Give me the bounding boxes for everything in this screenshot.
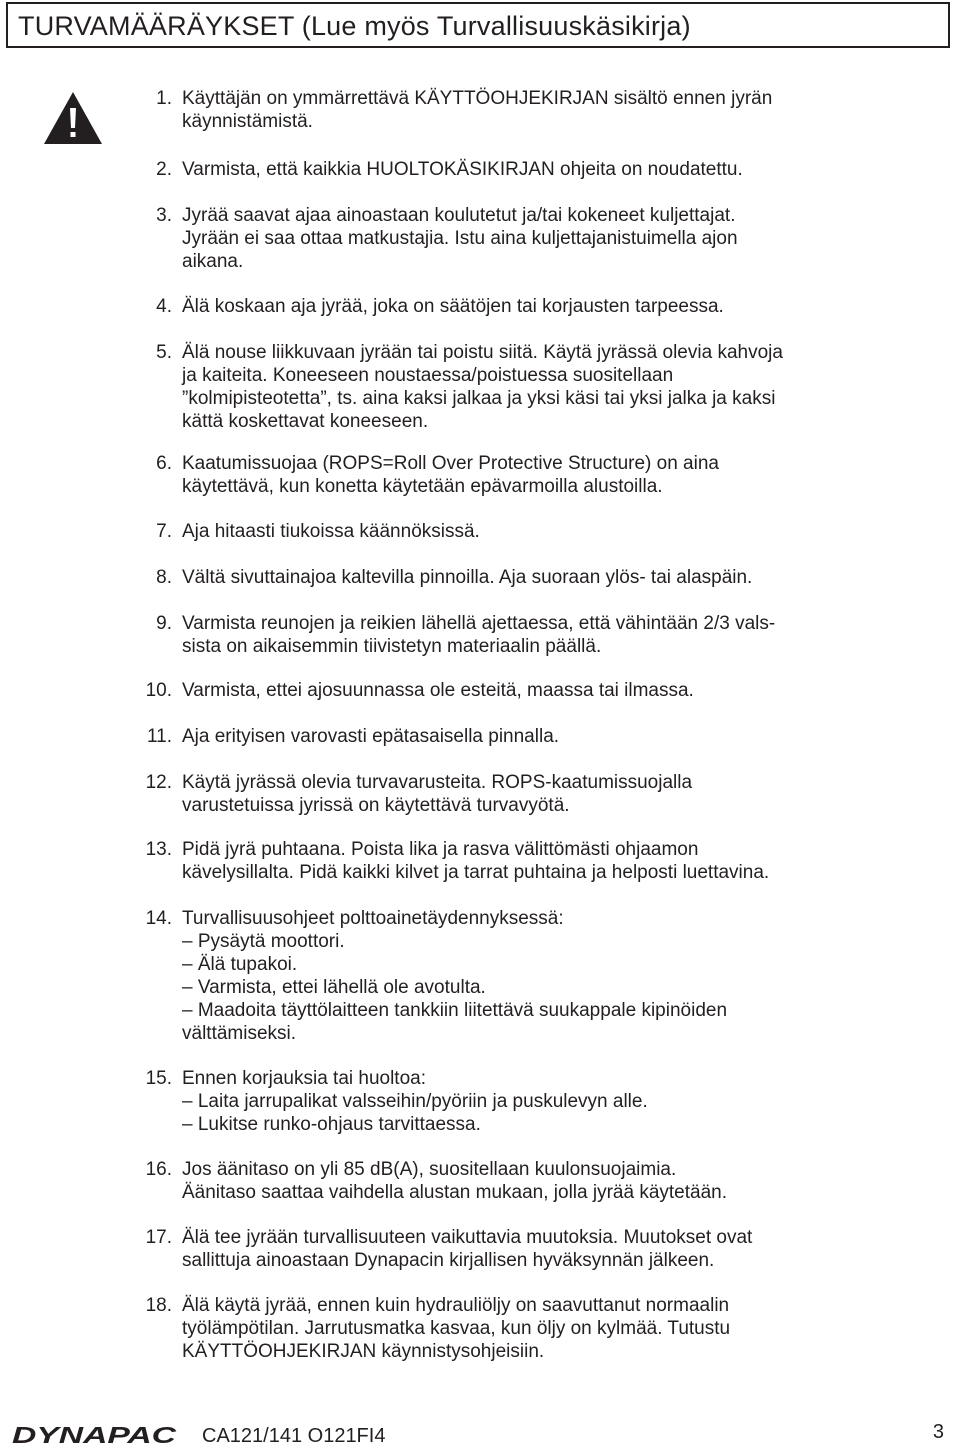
item-number: 11. bbox=[146, 726, 172, 747]
dynapac-logo bbox=[10, 1424, 178, 1446]
item-text-line: Käyttäjän on ymmärrettävä KÄYTTÖOHJEKIRJAN sisältö ennen jyrän bbox=[182, 88, 773, 109]
item-text-line: – Maadoita täyttölaitteen tankkiin liitettävä suukappale kipinöiden bbox=[182, 1000, 728, 1021]
item-text bbox=[182, 295, 922, 318]
item-number: 4. bbox=[156, 296, 172, 317]
item-number: 1. bbox=[156, 88, 172, 109]
item-text-line: kättä koskettavat koneeseen. bbox=[182, 411, 429, 432]
item-text-line: Älä tee jyrään turvallisuuteen vaikuttavia muutoksia. Muutokset ovat bbox=[182, 1227, 753, 1248]
item-number: 16. bbox=[145, 1159, 172, 1180]
item-number: 18. bbox=[145, 1295, 172, 1316]
item-text bbox=[182, 520, 922, 543]
item-text bbox=[182, 1226, 922, 1272]
item-text-line: Aja erityisen varovasti epätasaisella pinnalla. bbox=[182, 726, 560, 747]
item-number: 3. bbox=[156, 205, 172, 226]
item-text-line: Älä nouse liikkuvaan jyrään tai poistu siitä. Käytä jyrässä olevia kahvoja bbox=[182, 342, 783, 363]
item-text-line: sallittuja ainoastaan Dynapacin kirjallisen hyväksynnän jälkeen. bbox=[182, 1250, 715, 1271]
item-text bbox=[182, 1158, 922, 1204]
item-text bbox=[182, 771, 922, 817]
item-text-line: Aja hitaasti tiukoissa käännöksissä. bbox=[182, 521, 480, 542]
item-text-line: Jyrää saavat ajaa ainoastaan koulutetut ja/tai kokeneet kuljettajat. bbox=[182, 205, 736, 226]
item-text bbox=[182, 341, 922, 433]
item-text bbox=[182, 158, 922, 181]
item-text-line: käynnistämistä. bbox=[182, 111, 313, 132]
item-text bbox=[182, 679, 922, 702]
item-number: 13. bbox=[145, 839, 172, 860]
item-number: 12. bbox=[145, 772, 172, 793]
item-text-line: – Laita jarrupalikat valsseihin/pyöriin ja puskulevyn alle. bbox=[182, 1091, 648, 1112]
item-number: 15. bbox=[145, 1068, 172, 1089]
item-text-line: aikana. bbox=[182, 251, 244, 272]
item-number: 7. bbox=[156, 521, 172, 542]
item-text bbox=[182, 838, 922, 884]
item-text bbox=[182, 725, 922, 748]
item-text-line: Älä käytä jyrää, ennen kuin hydrauliöljy on saavuttanut normaalin bbox=[182, 1295, 730, 1316]
item-number: 9. bbox=[156, 613, 172, 634]
item-text-line: Vältä sivuttainajoa kaltevilla pinnoilla. Aja suoraan ylös- tai alaspäin. bbox=[182, 567, 753, 588]
item-text-line: Varmista, ettei ajosuunnassa ole esteitä, maassa tai ilmassa. bbox=[182, 680, 694, 701]
item-text-line: Varmista, että kaikkia HUOLTOKÄSIKIRJAN ohjeita on noudatettu. bbox=[182, 159, 743, 180]
item-text-line: – Varmista, ettei lähellä ole avotulta. bbox=[182, 977, 486, 998]
item-text-line: Jyrään ei saa ottaa matkustajia. Istu aina kuljettajanistuimella ajon bbox=[182, 228, 738, 249]
item-text-line: työlämpötilan. Jarrutusmatka kasvaa, kun öljy on kylmää. Tutustu bbox=[182, 1318, 731, 1339]
item-text-line: – Lukitse runko-ohjaus tarvittaessa. bbox=[182, 1114, 481, 1135]
item-number: 6. bbox=[156, 453, 172, 474]
item-text bbox=[182, 566, 922, 589]
item-text-line: sista on aikaisemmin tiivistetyn materiaalin päällä. bbox=[182, 636, 602, 657]
item-text-line: Kaatumissuojaa (ROPS=Roll Over Protective Structure) on aina bbox=[182, 453, 719, 474]
item-text-line: Käytä jyrässä olevia turvavarusteita. ROPS-kaatumissuojalla bbox=[182, 772, 693, 793]
title-box bbox=[6, 2, 950, 48]
item-text-line: Varmista reunojen ja reikien lähellä ajettaessa, että vähintään 2/3 vals- bbox=[182, 613, 776, 634]
item-text bbox=[182, 612, 922, 658]
item-text-line: Ennen korjauksia tai huoltoa: bbox=[182, 1068, 426, 1089]
item-number: 14. bbox=[145, 908, 172, 929]
item-text-line: KÄYTTÖOHJEKIRJAN käynnistysohjeisiin. bbox=[182, 1341, 545, 1362]
item-text-line: Älä koskaan aja jyrää, joka on säätöjen tai korjausten tarpeessa. bbox=[182, 296, 724, 317]
item-text-line: käytettävä, kun konetta käytetään epävarmoilla alustoilla. bbox=[182, 476, 663, 497]
item-text-line: ”kolmipisteotetta”, ts. aina kaksi jalkaa ja yksi käsi tai yksi jalka ja kaksi bbox=[182, 388, 776, 409]
item-text bbox=[182, 452, 922, 498]
item-text bbox=[182, 204, 922, 273]
item-text-line: Jos äänitaso on yli 85 dB(A), suositellaan kuulonsuojaimia. bbox=[182, 1159, 677, 1180]
page-title: TURVAMÄÄRÄYKSET (Lue myös Turvallisuuskäsikirja) bbox=[18, 11, 691, 41]
item-text-line: varustetuissa jyrissä on käytettävä turvavyötä. bbox=[182, 795, 570, 816]
item-number: 2. bbox=[156, 159, 172, 180]
model-code: CA121/141 O121FI4 bbox=[202, 1425, 386, 1447]
page-number: 3 bbox=[932, 1421, 944, 1443]
item-number: 10. bbox=[145, 680, 172, 701]
item-text bbox=[182, 1067, 922, 1136]
item-number: 8. bbox=[156, 567, 172, 588]
item-text-line: Pidä jyrä puhtaana. Poista lika ja rasva välittömästi ohjaamon bbox=[182, 839, 699, 860]
item-text bbox=[182, 907, 922, 1045]
item-text-line: Äänitaso saattaa vaihdella alustan mukaan, jolla jyrää käytetään. bbox=[182, 1182, 728, 1203]
item-text-line: – Pysäytä moottori. bbox=[182, 931, 345, 952]
warning-triangle-icon bbox=[42, 90, 104, 146]
item-text-line: ja kaiteita. Koneeseen noustaessa/poistuessa suositellaan bbox=[182, 365, 674, 386]
item-text-line: – Älä tupakoi. bbox=[182, 954, 298, 975]
item-number: 17. bbox=[145, 1227, 172, 1248]
item-number: 5. bbox=[156, 342, 172, 363]
item-text-line: välttämiseksi. bbox=[182, 1023, 297, 1044]
item-text-line: Turvallisuusohjeet polttoainetäydennyksessä: bbox=[182, 908, 564, 929]
item-text bbox=[182, 1294, 922, 1363]
item-text bbox=[182, 87, 922, 133]
item-text-line: kävelysillalta. Pidä kaikki kilvet ja tarrat puhtaina ja helposti luettavina. bbox=[182, 862, 770, 883]
svg-text:DYNAPAC: DYNAPAC bbox=[12, 1424, 177, 1446]
